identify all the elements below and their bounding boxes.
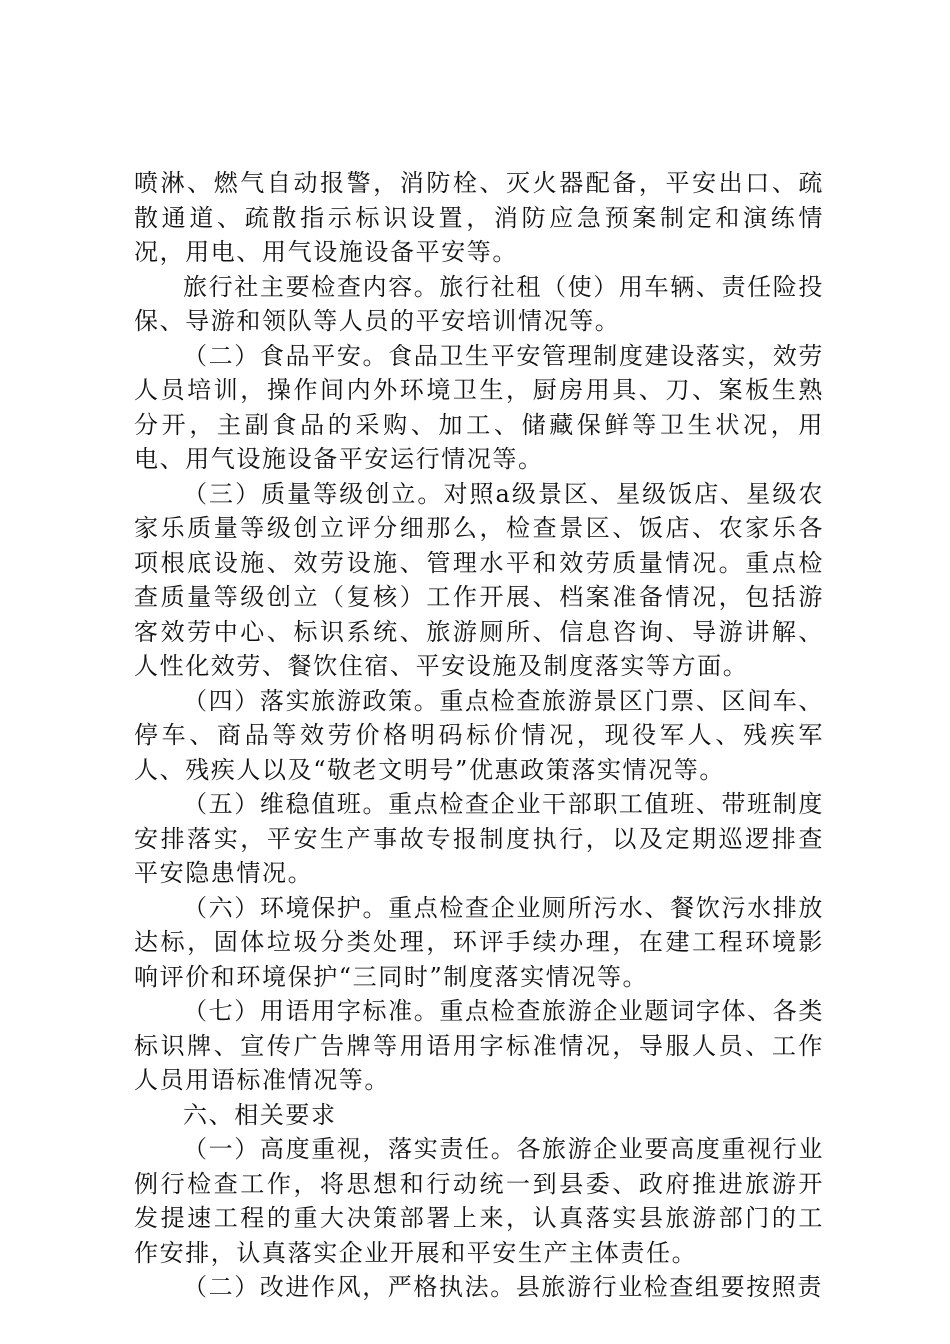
paragraph-continuation: 喷淋、燃气自动报警，消防栓、灭火器配备，平安出口、疏散通道、疏散指示标识设置，消防应急预案制定和演练情况，用电、用气设施设备平安等。 — [134, 169, 824, 266]
paragraph-quality-grade: （三）质量等级创立。对照a级景区、星级饭店、星级农家乐质量等级创立评分细那么，检查景区、饭店、农家乐各项根底设施、效劳设施、管理水平和效劳质量情况。重点检查质量等级创立（复核）工作开展、档案准备情况，包括游客效劳中心、标识系统、旅游厕所、信息咨询、导游讲解、人性化效劳、餐饮住宿、平安设施及制度落实等方面。 — [134, 479, 824, 680]
paragraph-language-standard: （七）用语用字标准。重点检查旅游企业题词字体、各类标识牌、宣传广告牌等用语用字标准情况，导服人员、工作人员用语标准情况等。 — [134, 997, 824, 1094]
document-body — [134, 166, 824, 1305]
paragraph-tourism-policy: （四）落实旅游政策。重点检查旅游景区门票、区间车、停车、商品等效劳价格明码标价情况，现役军人、残疾军人、残疾人以及“敬老文明号”优惠政策落实情况等。 — [134, 686, 824, 784]
section-heading-requirements: 六、相关要求 — [183, 1100, 337, 1129]
paragraph-improve-style: （二）改进作风，严格执法。县旅游行业检查组要按照责 — [183, 1273, 823, 1301]
paragraph-travel-agency: 旅行社主要检查内容。旅行社租（使）用车辆、责任险投保、导游和领队等人员的平安培训情况等。 — [134, 272, 824, 335]
paragraph-stability-duty: （五）维稳值班。重点检查企业干部职工值班、带班制度安排落实，平安生产事故专报制度执行，以及定期巡逻排查平安隐患情况。 — [134, 790, 824, 887]
paragraph-food-safety: （二）食品平安。食品卫生平安管理制度建设落实，效劳人员培训，操作间内外环境卫生，厨房用具、刀、案板生熟分开，主副食品的采购、加工、储藏保鲜等卫生状况，用电、用气设施设备平安运行情况等。 — [134, 341, 824, 473]
paragraph-environment: （六）环境保护。重点检查企业厕所污水、餐饮污水排放达标，固体垃圾分类处理，环评手续办理，在建工程环境影响评价和环境保护“三同时”制度落实情况等。 — [134, 893, 824, 991]
paragraph-attention-responsibility: （一）高度重视，落实责任。各旅游企业要高度重视行业例行检查工作，将思想和行动统一到县委、政府推进旅游开发提速工程的重大决策部署上来，认真落实县旅游部门的工作安排，认真落实企业开展和平安生产主体责任。 — [134, 1135, 824, 1267]
